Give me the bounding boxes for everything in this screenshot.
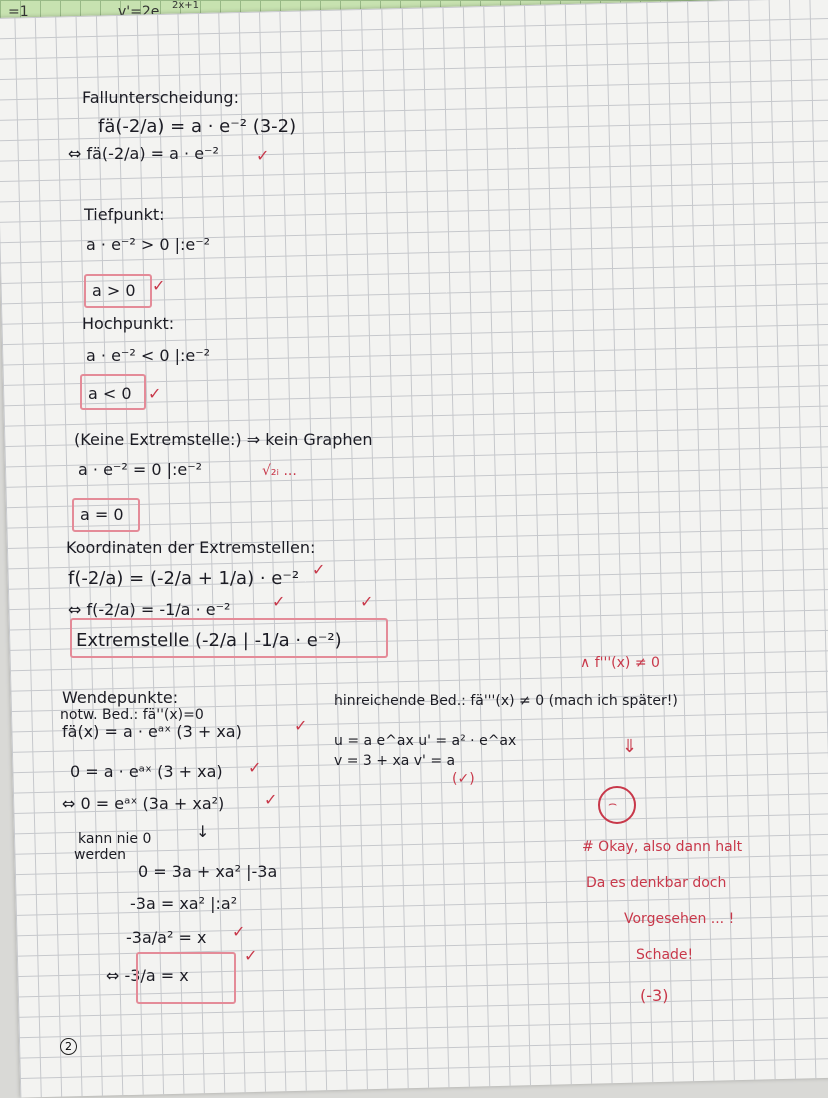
- arrow-down-icon: ↓: [196, 822, 210, 841]
- tiefpunkt-heading: Tiefpunkt:: [84, 205, 165, 224]
- math-line: -3a = xa² |:a²: [130, 894, 238, 913]
- highlight-box: [80, 374, 146, 410]
- extremstelle-result: Extremstelle (-2/a | -1/a · e⁻²): [76, 630, 342, 651]
- note-line: werden: [74, 847, 126, 863]
- check-icon: ✓: [244, 946, 258, 965]
- math-line: ⇔ f(-2/a) = -1/a · e⁻²: [68, 600, 231, 619]
- final-result: ⇔ -3/a = x: [106, 966, 189, 985]
- check-icon: ✓: [272, 592, 286, 611]
- check-icon: ✓: [248, 758, 262, 777]
- notw-bed: notw. Bed.: fä''(x)=0: [60, 707, 204, 723]
- uv-line: u = a e^ax u' = a² · e^ax: [334, 733, 517, 749]
- math-line: a · e⁻² = 0 |:e⁻²: [78, 460, 203, 479]
- math-line: a · e⁻² > 0 |:e⁻²: [86, 235, 211, 254]
- check-icon: ✓: [256, 146, 270, 165]
- top-note: ∧ f'''(x) ≠ 0: [580, 655, 660, 671]
- math-line: ⇔ fä(-2/a) = a · e⁻²: [68, 144, 219, 163]
- result-a-greater: a > 0: [92, 281, 136, 300]
- check-icon: ✓: [360, 592, 374, 611]
- check-icon: ✓: [232, 922, 246, 941]
- strip-item: v'=2e: [118, 4, 160, 20]
- comment-line: Schade!: [636, 947, 694, 963]
- comment-line: Da es denkbar doch: [586, 875, 727, 891]
- uv-check: (✓): [452, 771, 475, 787]
- scribble-note: √₂ᵢ ...: [262, 463, 297, 479]
- wendepunkte-heading: Wendepunkte:: [62, 688, 179, 707]
- check-icon: ✓: [148, 384, 162, 403]
- check-icon: ✓: [294, 716, 308, 735]
- check-icon: ✓: [152, 276, 166, 295]
- page-number: 2: [60, 1038, 77, 1055]
- highlight-box: [136, 952, 236, 1004]
- check-icon: ✓: [264, 790, 278, 809]
- note-line: kann nie 0: [78, 831, 152, 847]
- sad-face-icon: ⌢: [598, 786, 636, 824]
- math-line: f(-2/a) = (-2/a + 1/a) · e⁻²: [68, 568, 300, 589]
- math-line: 0 = 3a + xa² |-3a: [138, 862, 278, 881]
- hinreichende-bed: hinreichende Bed.: fä'''(x) ≠ 0 (mach ich später!): [334, 693, 678, 709]
- math-line: fä(x) = a · eᵃˣ (3 + xa): [62, 722, 242, 741]
- strip-item: 2x+1: [172, 0, 200, 11]
- result-a-less: a < 0: [88, 384, 132, 403]
- highlight-box: [84, 274, 152, 308]
- strip-item: =1: [8, 4, 29, 20]
- check-icon: ✓: [312, 560, 326, 579]
- highlight-box: [70, 618, 388, 658]
- uv-line: v = 3 + xa v' = a: [334, 753, 456, 769]
- math-line: -3a/a² = x: [126, 928, 207, 947]
- double-arrow-down-icon: ⇓: [622, 736, 638, 757]
- comment-line: (-3): [640, 986, 669, 1005]
- koordinaten-heading: Koordinaten der Extremstellen:: [66, 538, 316, 557]
- math-line: fä(-2/a) = a · e⁻² (3-2): [98, 116, 297, 137]
- math-line: 0 = a · eᵃˣ (3 + xa): [70, 762, 223, 781]
- keine-heading: (Keine Extremstelle:) ⇒ kein Graphen: [74, 430, 373, 449]
- math-line: a · e⁻² < 0 |:e⁻²: [86, 346, 211, 365]
- highlight-box: [72, 498, 140, 532]
- hochpunkt-heading: Hochpunkt:: [82, 314, 175, 333]
- case-heading: Fallunterscheidung:: [82, 88, 239, 107]
- comment-line: # Okay, also dann halt: [582, 839, 743, 855]
- comment-line: Vorgesehen ... !: [624, 911, 735, 927]
- result-a-zero: a = 0: [80, 505, 124, 524]
- math-line: ⇔ 0 = eᵃˣ (3a + xa²): [62, 794, 225, 813]
